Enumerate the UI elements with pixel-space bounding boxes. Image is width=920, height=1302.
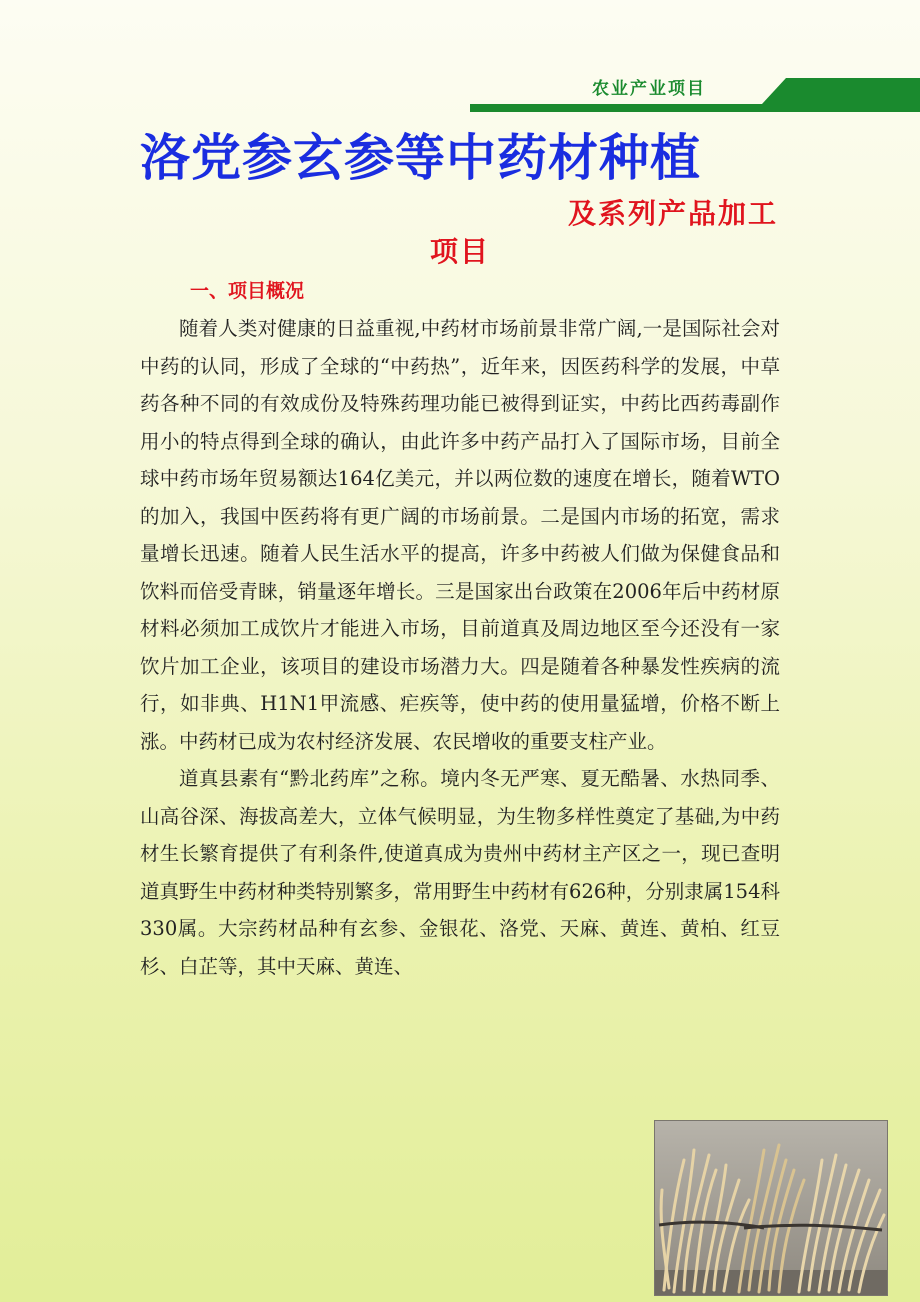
paragraph-2: 道真县素有“黔北药库”之称。境内冬无严寒、夏无酷暑、水热同季、山高谷深、海拔高差大，立体气候明显，为生物多样性奠定了基础,为中药材生长繁育提供了有利条件,使道真成为贵州中药材主产区之一，现已查明道真野生中药材种类特别繁多，常用野生中药材有626种，分别隶属154科330属。大宗药材品种有玄参、金银花、洛党、天麻、黄连、黄柏、红豆杉、白芷等，其中天麻、黄连、 xyxy=(140,767,780,978)
header-bar-upper xyxy=(762,78,920,104)
header-bar xyxy=(470,78,920,114)
header-label: 农业产业项目 xyxy=(592,79,706,99)
title-line-3: 项目 xyxy=(429,235,490,268)
section-heading: 一、项目概况 xyxy=(190,280,305,302)
header-bar-line xyxy=(470,104,920,112)
herb-photo xyxy=(654,1120,888,1296)
body-text xyxy=(140,310,780,985)
title-line-2: 及系列产品加工 xyxy=(567,197,778,230)
title-line-1: 洛党参玄参等中药材种植 xyxy=(140,129,701,187)
paragraph-1: 随着人类对健康的日益重视,中药材市场前景非常广阔,一是国际社会对中药的认同，形成了全球的“中药热”，近年来，因医药科学的发展，中草药各种不同的有效成份及特殊药理功能已被得到证实，中药比西药毒副作用小的特点得到全球的确认，由此许多中药产品打入了国际市场，目前全球中药市场年贸易额达164亿美元，并以两位数的速度在增长，随着WTO的加入，我国中医药将有更广阔的市场前景。二是国内市场的拓宽，需求量增长迅速。随着人民生活水平的提高，许多中药被人们做为保健食品和饮料而倍受青睐，销量逐年增长。三是国家出台政策在2006年后中药材原材料必须加工成饮片才能进入市场，目前道真及周边地区至今还没有一家饮片加工企业，该项目的建设市场潜力大。四是随着各种暴发性疾病的流行，如非典、H1N1甲流感、疟疾等，使中药的使用量猛增，价格不断上涨。中药材已成为农村经济发展、农民增收的重要支柱产业。 xyxy=(140,317,780,753)
